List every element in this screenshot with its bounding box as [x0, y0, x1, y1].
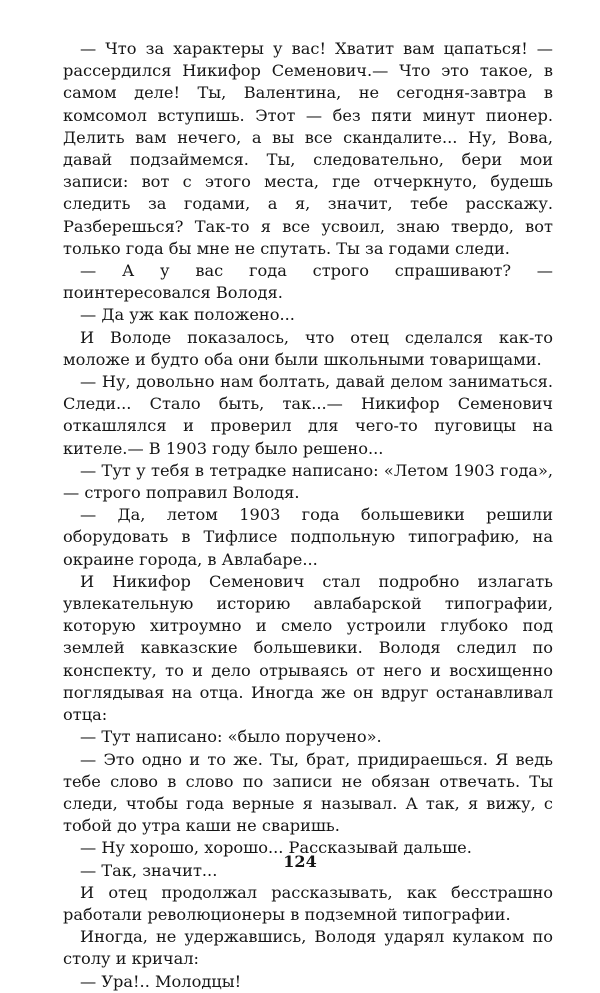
paragraph: — Ну хорошо, хорошо... Рассказывай дальше.	[80, 838, 472, 858]
paragraph: И отец продолжал рассказывать, как бесстрашно работали революционеры в подземной типографии.	[63, 882, 553, 924]
paragraph: — Да уж как положено...	[80, 305, 295, 325]
paragraph: — А у вас года строго спрашивают? — поинтересовался Володя.	[63, 261, 553, 303]
paragraph: — Да, летом 1903 года большевики решили оборудовать в Тифлисе подпольную типографию, на окраине города, в Авлабаре...	[63, 505, 553, 569]
book-page-text	[63, 38, 553, 993]
paragraph: — Так, значит...	[80, 860, 218, 880]
paragraph: — Тут у тебя в тетрадке написано: «Летом 1903 года»,— строго поправил Володя.	[63, 460, 553, 503]
paragraph: — Это одно и то же. Ты, брат, придираешься. Я ведь тебе слово в слово по записи не обязан отвечать. Ты следи, чтобы года верные я называл. А так, я вижу, с тобой до утра каши не сваришь.	[63, 749, 553, 836]
paragraph: И Володе показалось, что отец сделался как-то моложе и будто оба они были школьными товарищами.	[63, 327, 553, 369]
paragraph: — Тут написано: «было поручено».	[80, 727, 382, 747]
page-number: 124	[283, 852, 317, 871]
paragraph: — Ура!.. Молодцы!	[80, 971, 242, 991]
paragraph: — Что за характеры у вас! Хватит вам цапаться! — рассердился Никифор Семенович.— Что это такое, в самом деле! Ты, Валентина, не сегодня-завтра в комсомол вступишь. Этот — без пяти минут пионер. Делить вам нечего, а вы все скандалите... Ну, Вова, давай подзаймемся. Ты, следовательно, бери мои записи: вот с этого места, где отчеркнуто, будешь следить за годами, а я, значит, тебе расскажу. Разберешься? Так-то я все усвоил, знаю твердо, вот только года бы мне не спутать. Ты за годами следи.	[63, 39, 553, 258]
paragraph: — Ну, довольно нам болтать, давай делом заниматься. Следи... Стало быть, так...— Никифор Семенович откашлялся и проверил для чего-то пуговицы на кителе.— В 1903 году было решено...	[63, 372, 553, 458]
paragraph: Иногда, не удержавшись, Володя ударял кулаком по столу и кричал:	[63, 927, 553, 969]
paragraph: И Никифор Семенович стал подробно излагать увлекательную историю авлабарской типографии, которую хитроумно и смело устроили глубоко под землей кавказские большевики. Володя следил по конспекту, то и дело отрываясь от него и восхищенно поглядывая на отца. Иногда же он вдруг останавливал отца:	[63, 571, 553, 725]
